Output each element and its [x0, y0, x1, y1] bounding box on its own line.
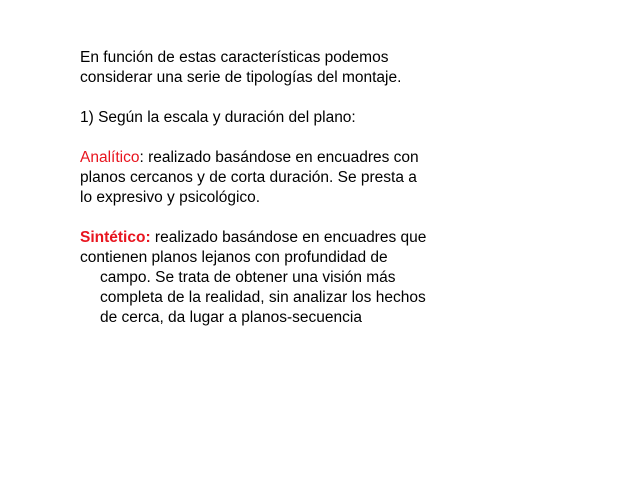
- analitico-line-3: lo expresivo y psicológico.: [80, 189, 261, 206]
- intro-line-2: considerar una serie de tipologías del montaje.: [80, 69, 402, 86]
- analitico-line-1: [80, 148, 480, 168]
- sintetico-line-1: [80, 228, 480, 248]
- intro-line-1: En función de estas características podemos: [80, 49, 389, 66]
- spacer: [80, 208, 480, 228]
- section-heading: 1) Según la escala y duración del plano:: [80, 109, 356, 126]
- analitico-text-1: : realizado basándose en encuadres con: [139, 149, 419, 166]
- analitico-line-2: planos cercanos y de corta duración. Se presta a: [80, 169, 417, 186]
- spacer: [80, 128, 480, 148]
- analitico-term: Analítico: [80, 149, 140, 166]
- sintetico-text-1: realizado basándose en encuadres que: [150, 229, 427, 246]
- slide-text-block: [80, 48, 480, 328]
- sintetico-line-3: campo. Se trata de obtener una visión más: [100, 269, 396, 286]
- sintetico-term: Sintético:: [80, 229, 151, 246]
- sintetico-line-5: de cerca, da lugar a planos-secuencia: [100, 309, 362, 326]
- sintetico-line-4: completa de la realidad, sin analizar los hechos: [100, 289, 426, 306]
- spacer: [80, 88, 480, 108]
- sintetico-line-2: contienen planos lejanos con profundidad de: [80, 249, 388, 266]
